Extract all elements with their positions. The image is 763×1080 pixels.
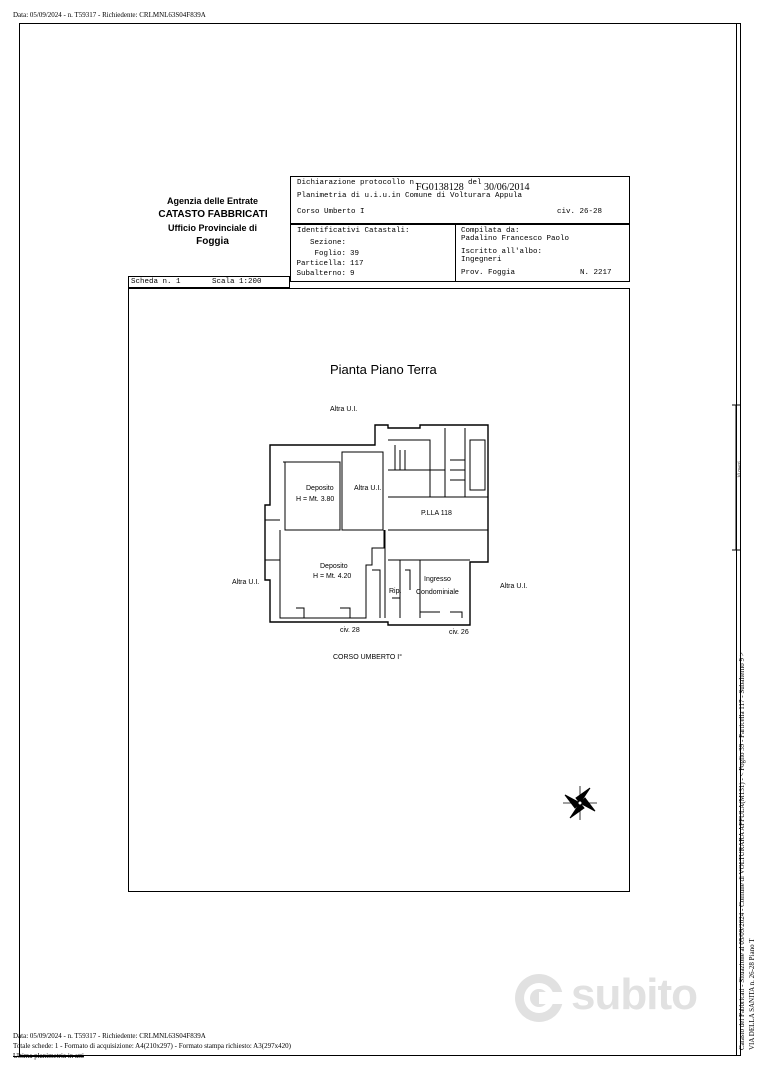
footer-line-1: Data: 05/09/2024 - n. T59317 - Richiedente: CRLMNL63S04F839A (13, 1032, 206, 1040)
protocol-label: Dichiarazione protocollo n. (297, 179, 419, 187)
label-condominiale: Condominiale (416, 589, 459, 596)
label-rip: Rip. (389, 588, 402, 595)
compiler-name: Padalino Francesco Paolo (461, 235, 570, 243)
planimetry-text: Planimetria di u.i.u.in Comune di Volturara Appula (297, 192, 523, 200)
compiled-label: Compilata da: (461, 227, 520, 235)
side-text-2: VIA DELLA SANITA n. 26-28 Piano T (748, 938, 756, 1050)
address-text: Corso Umberto I (297, 208, 365, 216)
scale-bar-label: 10 metri (738, 461, 743, 478)
north-arrow-icon (563, 786, 597, 820)
registry-number: N. 2217 (580, 269, 612, 277)
subalterno-label: Subalterno: (296, 270, 346, 278)
foglio-label: Foglio: (314, 250, 346, 258)
particella-value: 117 (350, 260, 364, 268)
label-deposito-1-height: H = Mt. 3.80 (296, 496, 335, 503)
label-deposito-2: Deposito (320, 563, 348, 570)
office-city: Foggia (196, 236, 229, 247)
catasto-title: CATASTO FABBRICATI (158, 209, 268, 220)
label-street: CORSO UMBERTO I° (333, 654, 403, 661)
label-altra-mid: Altra U.I. (354, 485, 382, 492)
label-civ-26: civ. 26 (449, 629, 469, 636)
subalterno-value: 9 (350, 270, 355, 278)
agency-name: Agenzia delle Entrate (166, 196, 259, 206)
registry-value: Ingegneri (461, 256, 502, 264)
office-label: Ufficio Provinciale di (167, 223, 258, 233)
sezione-label: Sezione: (310, 239, 347, 247)
scheda-number: Scheda n. 1 (131, 278, 181, 286)
particella-label: Particella: (296, 260, 346, 268)
foglio-value: 39 (350, 250, 360, 258)
footer-line-3: Ultima planimetria in atti (13, 1052, 84, 1060)
registered-label: Iscritto all'albo: (461, 248, 543, 256)
protocol-number: FG0138128 (416, 182, 464, 193)
label-plla: P.LLA 118 (421, 510, 452, 517)
label-ingresso: Ingresso (424, 576, 451, 583)
label-altra-left: Altra U.I. (232, 579, 260, 586)
label-altra-right: Altra U.I. (500, 583, 528, 590)
top-header: Data: 05/09/2024 - n. T59317 - Richiedente: CRLMNL63S04F839A (13, 11, 206, 19)
subito-logo-icon (513, 972, 565, 1024)
side-text-1: Catasto dei Fabbricati - Situazione al 05/09/2024 - Comune di VOLTURARA APPULA(M131) - < Foglio 39 - Particella 117 - Subalterno 9 > (738, 652, 746, 1050)
watermark-text: subito (571, 970, 697, 1019)
label-altra-top: Altra U.I. (330, 406, 358, 413)
label-deposito-2-height: H = Mt. 4.20 (313, 573, 352, 580)
label-deposito-1: Deposito (306, 485, 334, 492)
label-civ-28: civ. 28 (340, 627, 360, 634)
footer-line-2: Totale schede: 1 - Formato di acquisizione: A4(210x297) - Formato stampa richiesto: A3(297x420) (13, 1042, 291, 1050)
date-label: del (468, 179, 482, 187)
civ-text: civ. 26-28 (557, 208, 603, 216)
scale-label: Scala 1:200 (212, 278, 262, 286)
prov-label: Prov. Foggia (461, 269, 516, 277)
protocol-date: 30/06/2014 (484, 182, 530, 193)
plan-title: Pianta Piano Terra (330, 362, 437, 377)
identifiers-title: Identificativi Catastali: (297, 227, 410, 235)
